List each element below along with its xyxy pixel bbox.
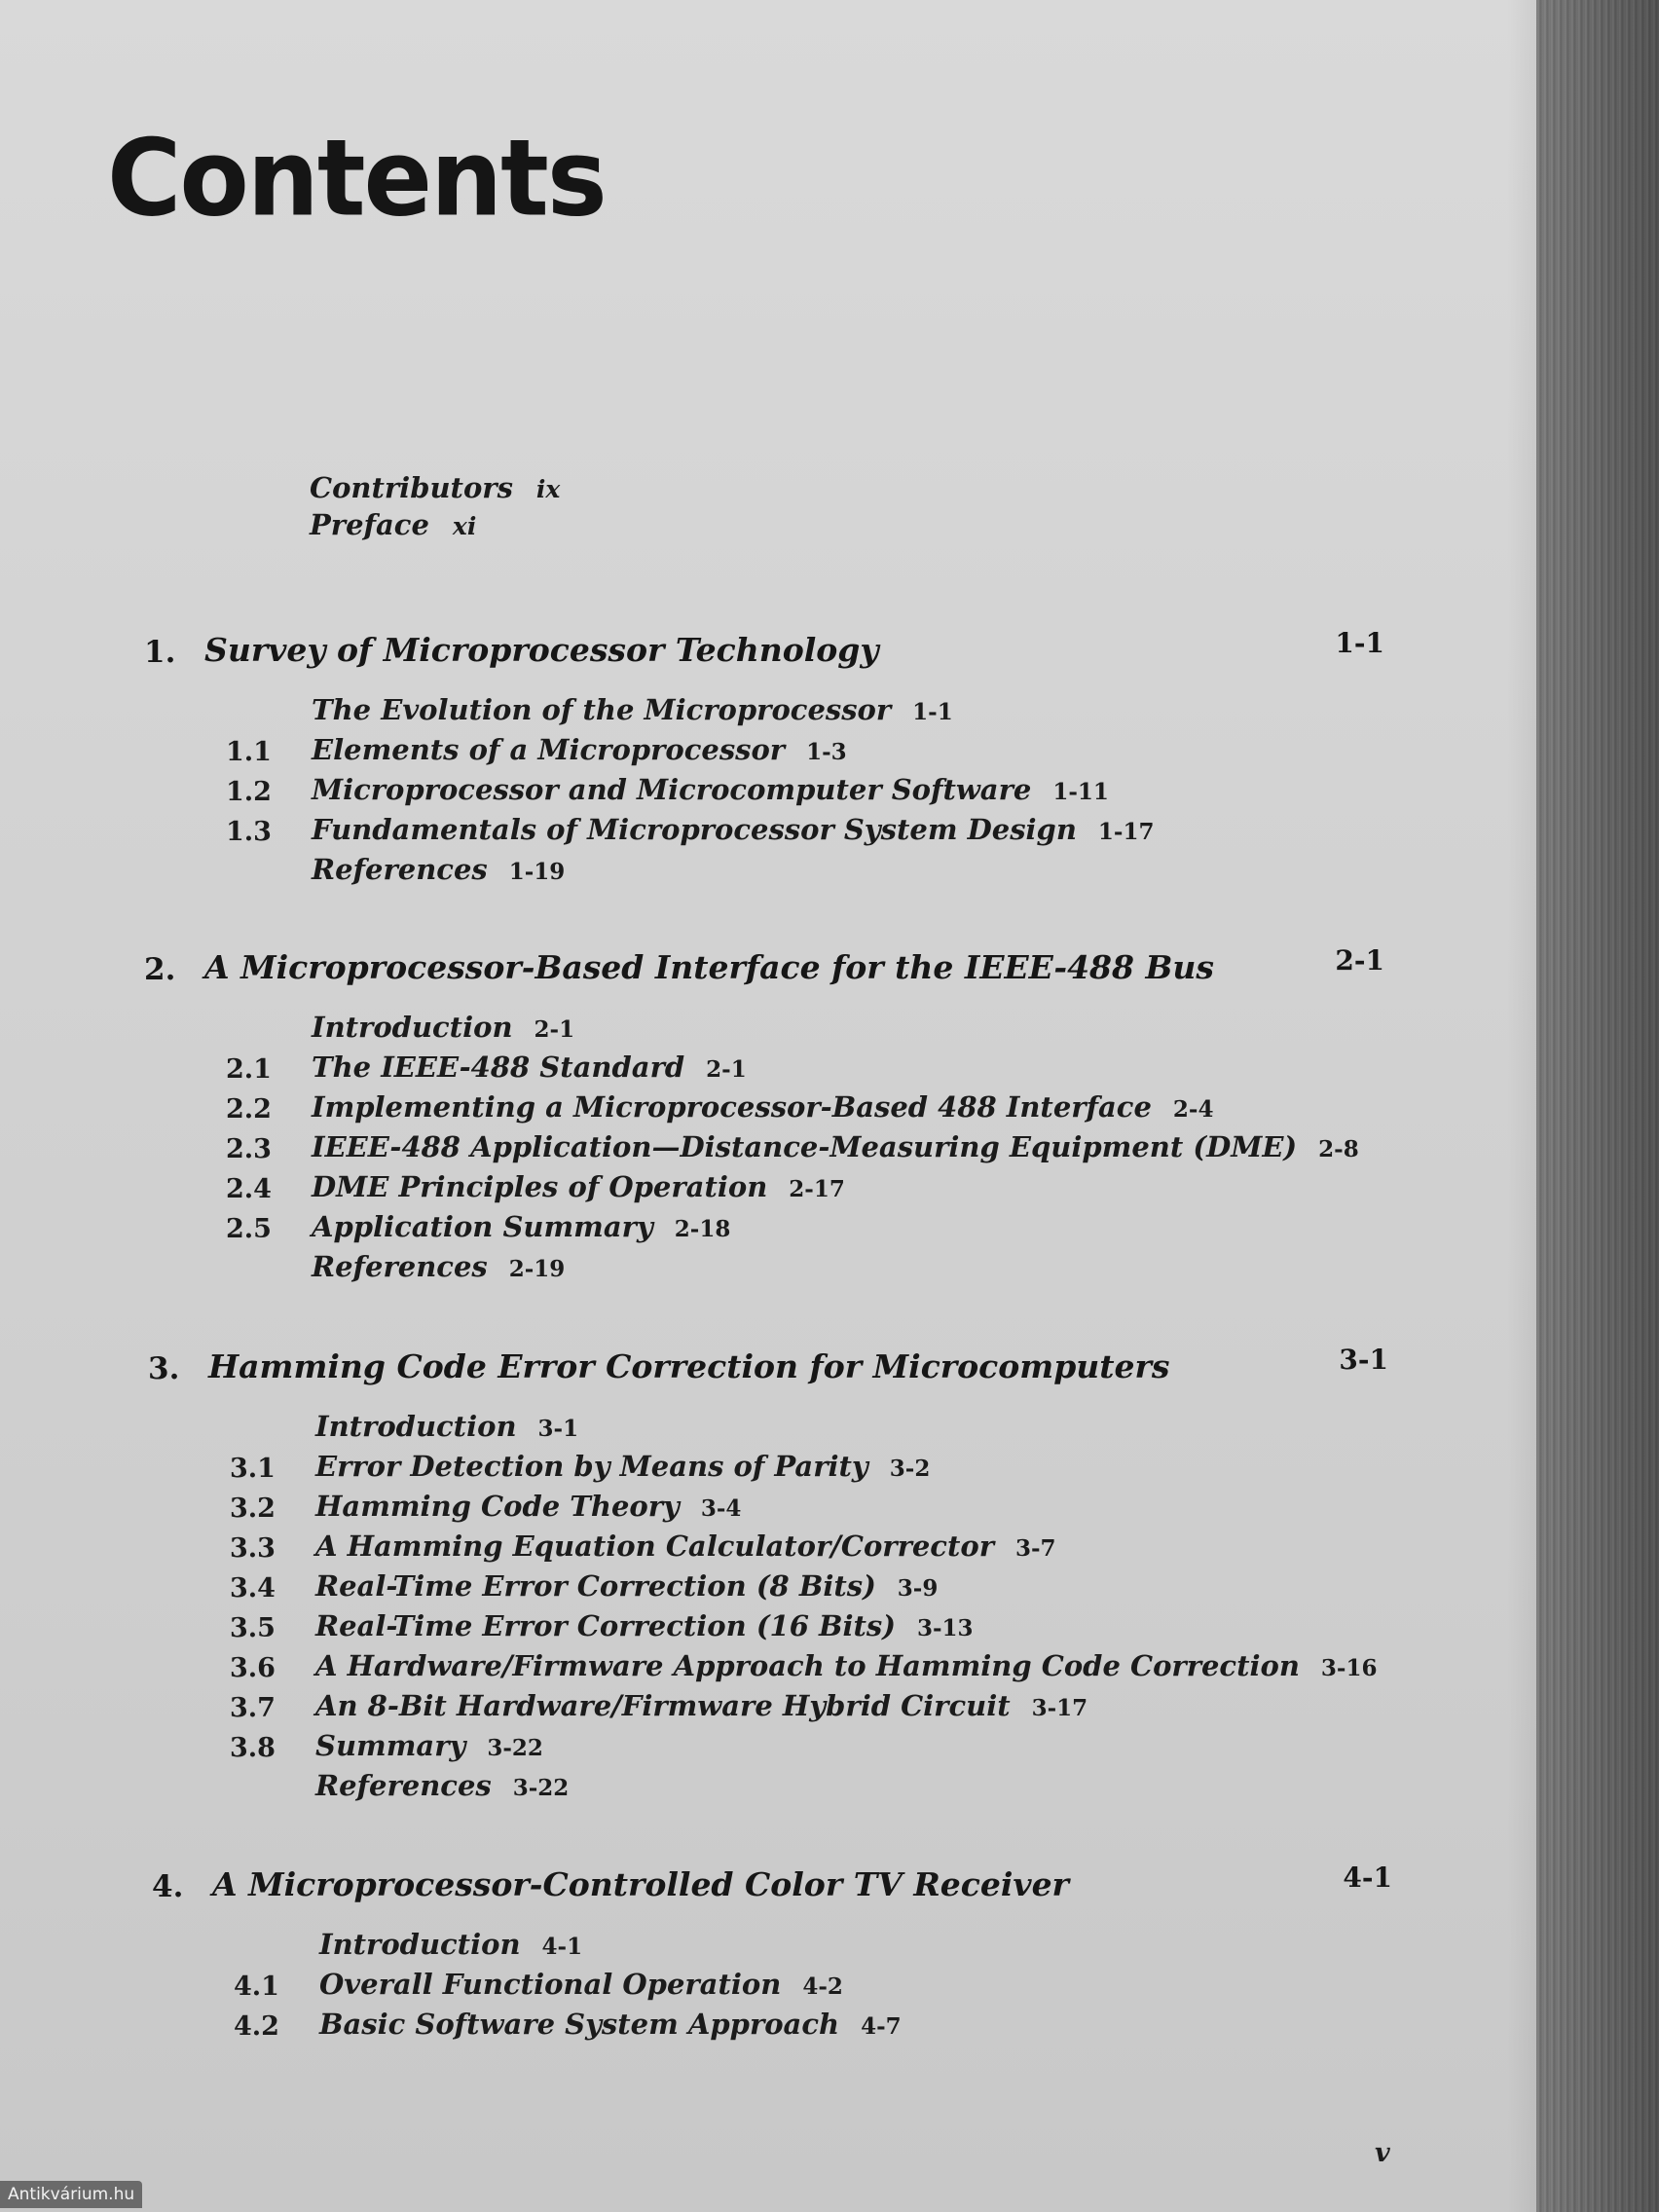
section-title: Error Detection by Means of Parity: [315, 1450, 868, 1483]
toc-entry: [148, 1727, 1443, 1767]
chapter-title: A Microprocessor-Controlled Color TV Receiver: [212, 1865, 1069, 1903]
section-title: Real-Time Error Correction (8 Bits): [315, 1569, 876, 1603]
section-page: 1-17: [1097, 819, 1155, 845]
chapter-heading: [152, 1860, 1447, 1918]
chapter-heading: [148, 1342, 1443, 1400]
toc-entry: [152, 2006, 1447, 2046]
section-page: 1-11: [1052, 779, 1109, 805]
section-title: Application Summary: [312, 1210, 653, 1243]
section-title: Introduction: [315, 1410, 517, 1443]
section-page: 3-22: [487, 1735, 543, 1761]
chapter-number: 2.: [144, 952, 176, 987]
section-title: A Hardware/Firmware Approach to Hamming Code Correction: [315, 1649, 1300, 1682]
section-number: 3.4: [230, 1573, 276, 1604]
toc-entry: [144, 1088, 1439, 1128]
chapter-heading: [144, 625, 1439, 683]
chapter-entries: [144, 1009, 1439, 1288]
section-title: References: [312, 1250, 488, 1283]
toc-entry: [144, 1208, 1439, 1248]
front-matter-preface: [310, 508, 560, 545]
chapter-title: Hamming Code Error Correction for Microcomputers: [208, 1347, 1170, 1385]
toc-entry: [148, 1528, 1443, 1567]
chapter-entries: [144, 691, 1439, 891]
section-number: 3.2: [230, 1493, 276, 1524]
section-page: 1-3: [806, 739, 847, 765]
section-number: 3.8: [230, 1733, 276, 1763]
section-number: 3.7: [230, 1693, 276, 1723]
front-matter-title: Contributors: [310, 471, 513, 504]
book-page-edges: [1536, 0, 1659, 2212]
section-page: 2-19: [508, 1256, 566, 1282]
section-page: 2-1: [706, 1056, 747, 1083]
toc-entry: [144, 811, 1439, 851]
section-title: Fundamentals of Microprocessor System Design: [312, 813, 1077, 846]
section-number: 1.1: [226, 737, 272, 767]
chapter-title: Survey of Microprocessor Technology: [204, 631, 879, 669]
section-number: 3.5: [230, 1613, 276, 1643]
contents-heading: Contents: [107, 115, 606, 240]
front-matter-contributors: [310, 471, 560, 508]
section-page: 3-17: [1031, 1695, 1088, 1721]
chapter-heading: [144, 942, 1439, 1001]
toc-entry: [148, 1647, 1443, 1687]
section-number: 3.1: [230, 1454, 276, 1484]
page-number: v: [1375, 2138, 1390, 2168]
section-page: 2-8: [1318, 1136, 1359, 1162]
section-page: 4-7: [861, 2013, 902, 2040]
toc-entry: [144, 1009, 1439, 1049]
toc-entry: [152, 1926, 1447, 1966]
section-number: 3.6: [230, 1653, 276, 1683]
chapter-number: 3.: [148, 1351, 180, 1386]
front-matter-title: Preface: [310, 508, 429, 541]
section-page: 3-4: [700, 1495, 742, 1522]
section-title: Microprocessor and Microcomputer Software: [312, 773, 1032, 806]
toc-entry: [148, 1767, 1443, 1807]
section-page: 2-18: [674, 1216, 731, 1242]
front-matter-page: xi: [452, 512, 477, 540]
toc-entry: [148, 1448, 1443, 1488]
section-page: 1-1: [912, 699, 953, 725]
section-title: The IEEE-488 Standard: [312, 1051, 685, 1084]
section-number: 2.3: [226, 1134, 272, 1164]
section-page: 3-22: [512, 1775, 570, 1801]
section-page: 2-1: [534, 1016, 575, 1043]
section-page: 3-9: [897, 1575, 939, 1602]
toc-entry: [148, 1408, 1443, 1448]
chapter-number: 4.: [152, 1869, 184, 1904]
chapter-2: [144, 942, 1439, 1288]
section-page: 3-2: [889, 1456, 931, 1482]
toc-entry: [148, 1567, 1443, 1607]
section-title: The Evolution of the Microprocessor: [312, 693, 892, 726]
section-page: 2-4: [1172, 1096, 1214, 1123]
section-page: 4-2: [802, 1973, 843, 2000]
section-number: 2.5: [226, 1214, 272, 1244]
section-page: 3-16: [1320, 1655, 1378, 1681]
front-matter: [310, 471, 560, 545]
watermark: Antikvárium.hu: [0, 2181, 142, 2208]
section-page: 3-7: [1014, 1535, 1056, 1562]
toc-entry: [148, 1607, 1443, 1647]
section-title: IEEE-488 Application—Distance-Measuring Equipment (DME): [312, 1130, 1298, 1163]
chapter-number: 1.: [144, 635, 176, 670]
chapter-page: 1-1: [1335, 627, 1384, 659]
chapter-title: A Microprocessor-Based Interface for the IEEE-488 Bus: [204, 948, 1214, 986]
section-number: 3.3: [230, 1533, 276, 1564]
toc-entry: [144, 1168, 1439, 1208]
section-number: 2.2: [226, 1094, 272, 1124]
toc-entry: [148, 1488, 1443, 1528]
section-title: Introduction: [319, 1928, 521, 1961]
toc-entry: [144, 1128, 1439, 1168]
section-title: DME Principles of Operation: [312, 1170, 768, 1203]
toc-entry: [144, 1049, 1439, 1088]
section-title: Basic Software System Approach: [319, 2008, 840, 2041]
chapter-page: 3-1: [1339, 1344, 1388, 1376]
toc-entry: [152, 1966, 1447, 2006]
toc-entry: [144, 731, 1439, 771]
section-page: 1-19: [508, 859, 566, 885]
section-title: A Hamming Equation Calculator/Corrector: [315, 1530, 994, 1563]
page-gutter-shadow: [1507, 0, 1536, 2212]
section-page: 3-1: [537, 1416, 579, 1442]
section-number: 2.4: [226, 1174, 272, 1204]
section-title: Elements of a Microprocessor: [312, 733, 786, 766]
toc-entry: [148, 1687, 1443, 1727]
section-number: 4.2: [234, 2011, 279, 2042]
section-title: Implementing a Microprocessor-Based 488 Interface: [312, 1090, 1152, 1124]
toc-entry: [144, 771, 1439, 811]
section-title: Summary: [315, 1729, 466, 1762]
section-title: Introduction: [312, 1011, 513, 1044]
section-title: Real-Time Error Correction (16 Bits): [315, 1609, 896, 1642]
chapter-page: 2-1: [1335, 944, 1384, 977]
toc-entry: [144, 691, 1439, 731]
section-title: References: [312, 853, 488, 886]
chapter-page: 4-1: [1343, 1862, 1392, 1894]
section-number: 4.1: [234, 1972, 279, 2002]
section-number: 1.2: [226, 777, 272, 807]
chapter-3: [148, 1342, 1443, 1807]
section-title: Overall Functional Operation: [319, 1968, 782, 2001]
section-title: Hamming Code Theory: [315, 1490, 680, 1523]
section-page: 3-13: [916, 1615, 974, 1641]
section-title: An 8-Bit Hardware/Firmware Hybrid Circuit: [315, 1689, 1011, 1722]
chapter-1: [144, 625, 1439, 891]
section-title: References: [315, 1769, 492, 1802]
chapter-entries: [152, 1926, 1447, 2046]
section-page: 2-17: [789, 1176, 845, 1202]
front-matter-page: ix: [535, 475, 561, 503]
chapter-4: [152, 1860, 1447, 2046]
toc-entry: [144, 851, 1439, 891]
section-number: 2.1: [226, 1054, 272, 1085]
section-number: 1.3: [226, 817, 272, 847]
section-page: 4-1: [541, 1934, 583, 1960]
chapter-entries: [148, 1408, 1443, 1807]
toc-entry: [144, 1248, 1439, 1288]
